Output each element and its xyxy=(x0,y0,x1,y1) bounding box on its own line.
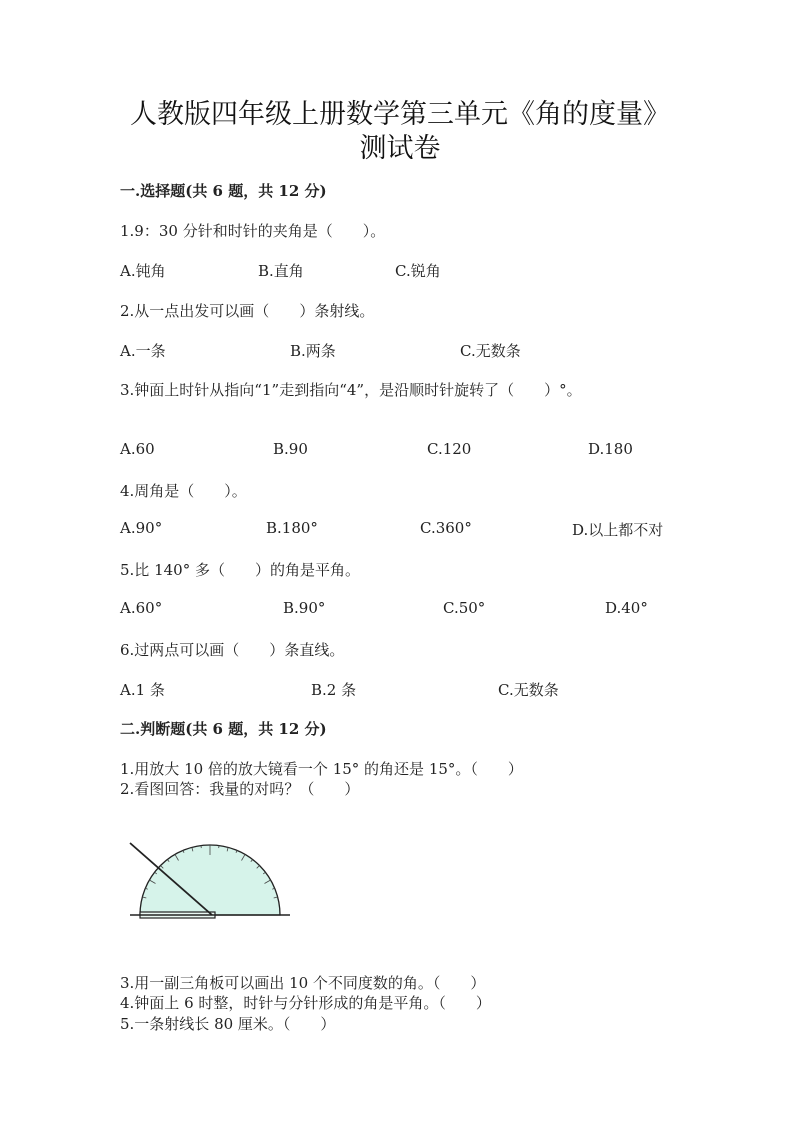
option-b: B.90° xyxy=(283,599,326,617)
option-c: C.50° xyxy=(443,599,486,617)
option-a: A.60° xyxy=(120,599,163,617)
question-5: 5.比 140° 多（ ）的角是平角。 xyxy=(120,561,360,579)
page-title: 人教版四年级上册数学第三单元《角的度量》测试卷 xyxy=(130,99,670,164)
option-d: D.以上都不对 xyxy=(572,521,664,539)
option-b: B.两条 xyxy=(290,342,336,360)
option-b: B.直角 xyxy=(258,262,304,280)
option-d: D.180 xyxy=(588,440,633,458)
judgement-1: 1.用放大 10 倍的放大镜看一个 15° 的角还是 15°。（ ） xyxy=(120,760,523,778)
option-c: C.无数条 xyxy=(460,342,521,360)
judgement-3: 3.用一副三角板可以画出 10 个不同度数的角。（ ） xyxy=(120,974,486,992)
section-heading-judgement: 二.判断题(共 6 题，共 12 分) xyxy=(120,720,327,738)
option-d: D.40° xyxy=(605,599,648,617)
option-b: B.2 条 xyxy=(311,681,357,699)
question-6: 6.过两点可以画（ ）条直线。 xyxy=(120,641,345,659)
question-1: 1.9：30 分针和时针的夹角是（ ）。 xyxy=(120,222,386,240)
judgement-4: 4.钟面上 6 时整，时针与分针形成的角是平角。（ ） xyxy=(120,994,491,1012)
option-a: A.60 xyxy=(120,440,155,458)
option-c: C.无数条 xyxy=(498,681,559,699)
option-b: B.180° xyxy=(266,519,318,537)
option-c: C.360° xyxy=(420,519,472,537)
protractor-diagram xyxy=(120,835,300,930)
judgement-5: 5.一条射线长 80 厘米。（ ） xyxy=(120,1015,336,1033)
question-2: 2.从一点出发可以画（ ）条射线。 xyxy=(120,302,375,320)
option-a: A.90° xyxy=(120,519,163,537)
question-3: 3.钟面上时针从指向“1”走到指向“4”，是沿顺时针旋转了（ ）°。 xyxy=(120,381,582,399)
option-a: A.钝角 xyxy=(120,262,166,280)
judgement-2: 2.看图回答：我量的对吗？（ ） xyxy=(120,780,360,798)
option-a: A.1 条 xyxy=(120,681,165,699)
option-c: C.120 xyxy=(427,440,472,458)
option-b: B.90 xyxy=(273,440,308,458)
section-heading-choice: 一.选择题(共 6 题，共 12 分) xyxy=(120,182,327,200)
question-4: 4.周角是（ ）。 xyxy=(120,482,247,500)
option-a: A.一条 xyxy=(120,342,166,360)
option-c: C.锐角 xyxy=(395,262,441,280)
